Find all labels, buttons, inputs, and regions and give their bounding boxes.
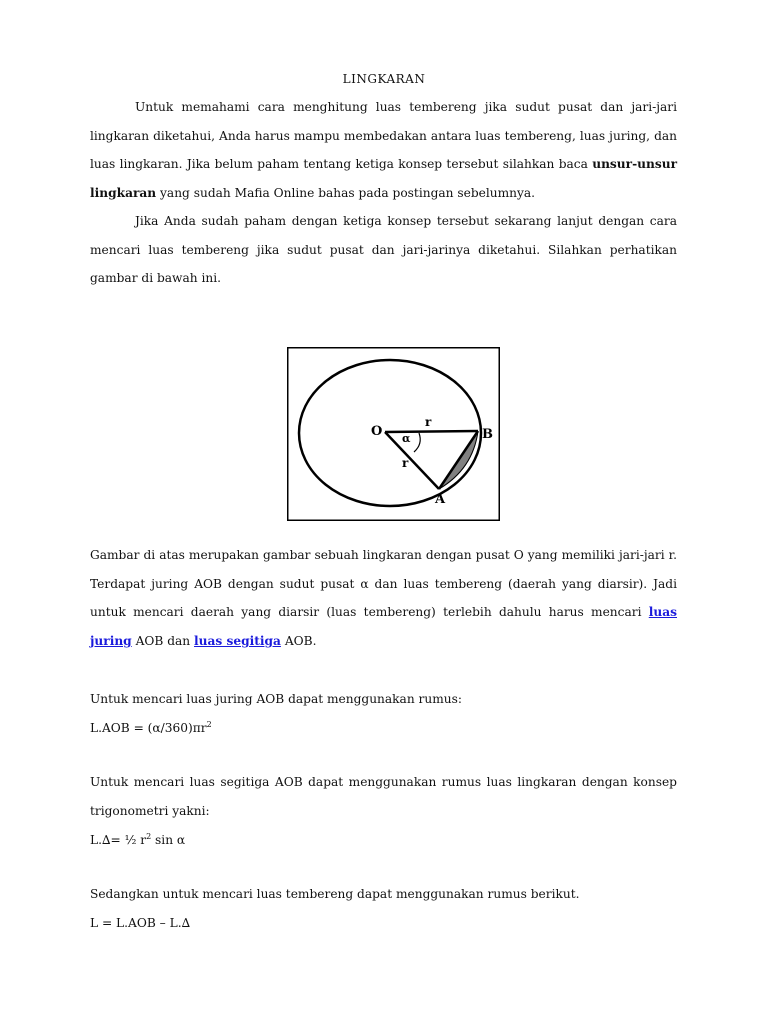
figure-explanation-paragraph — [90, 541, 677, 656]
formula-segitiga-post: sin α — [151, 833, 186, 847]
label-o: O — [371, 424, 383, 439]
second-paragraph: Jika Anda sudah paham dengan ketiga konsep tersebut sekarang lanjut dengan cara mencari luas tembereng jika sudut pusat dan jari-jarinya diketahui. Silahkan perhatikan gambar di bawah ini. — [90, 214, 677, 286]
formula-segitiga-pre: L.∆= ½ r — [90, 833, 147, 847]
juring-intro-text: Untuk mencari luas juring AOB dapat menggunakan rumus: — [90, 692, 462, 706]
label-a: A — [435, 492, 446, 507]
luas-juring-link[interactable]: luas juring — [90, 605, 677, 649]
explanation-text-2: AOB dan — [131, 634, 195, 649]
figure-frame — [288, 348, 500, 521]
angle-arc — [414, 433, 420, 452]
segitiga-intro-text: Untuk mencari luas segitiga AOB dapat menggunakan rumus luas lingkaran dengan konsep trigonometri yakni: — [90, 775, 677, 818]
formula-tembereng: L = L.AOB – L.∆ — [90, 916, 191, 930]
formula-segitiga — [90, 826, 677, 855]
formula-segitiga-exponent: 2 — [146, 831, 152, 841]
radius-ob — [385, 431, 478, 432]
circle-diagram — [287, 347, 500, 521]
label-r-top: r — [425, 415, 432, 429]
luas-segitiga-link[interactable]: luas segitiga — [194, 634, 281, 649]
radius-oa — [385, 432, 439, 489]
page-title: LINGKARAN — [342, 72, 426, 86]
formula-juring — [90, 714, 677, 743]
tembereng-intro-text: Sedangkan untuk mencari luas tembereng dapat menggunakan rumus berikut. — [90, 887, 580, 901]
intro-text-1: Untuk memahami cara menghitung luas tembereng jika sudut pusat dan jari-jari lingkaran diketahui, Anda harus mampu membedakan antara luas tembereng, luas juring, dan luas lingkaran. Jika belum paham tentang ketiga konsep tersebut silahkan baca — [90, 100, 677, 172]
formula-juring-main: L.AOB = (α/360)πr — [90, 721, 207, 735]
label-b: B — [482, 427, 493, 442]
intro-bold-term: unsur-unsur lingkaran — [90, 157, 677, 201]
explanation-text-1: Gambar di atas merupakan gambar sebuah lingkaran dengan pusat O yang memiliki jari-jari r. Terdapat juring AOB dengan sudut pusat α dan luas tembereng (daerah yang diarsir). Jadi untuk mencari daerah yang diarsir (luas tembereng) terlebih dahulu harus mencari — [90, 548, 677, 620]
circle-figure — [287, 347, 500, 521]
formula-juring-exponent: 2 — [206, 719, 212, 729]
intro-paragraph — [90, 93, 677, 208]
label-alpha: α — [402, 432, 411, 445]
explanation-text-3: AOB. — [280, 634, 317, 649]
intro-text-2: yang sudah Mafia Online bahas pada postingan sebelumnya. — [156, 186, 536, 201]
label-r-left: r — [402, 456, 409, 470]
